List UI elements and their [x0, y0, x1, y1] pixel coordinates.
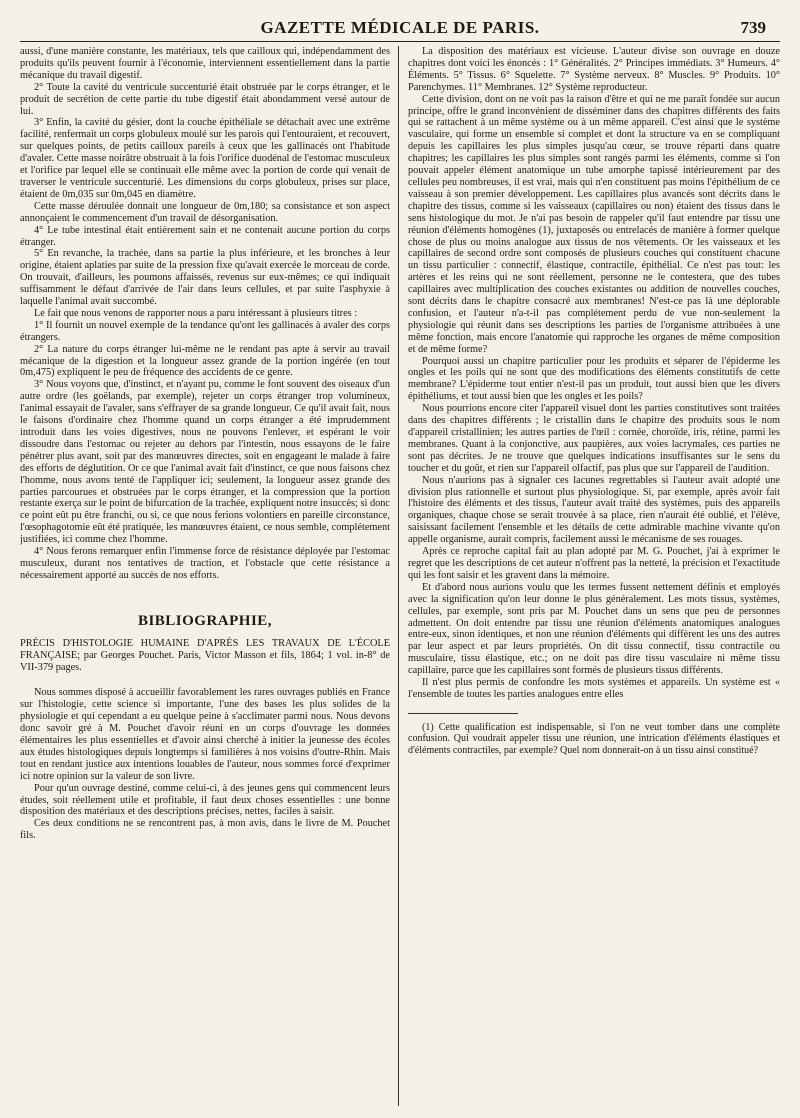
paragraph: 3° Nous voyons que, d'instinct, et n'ayant pu, comme le font souvent des oiseaux d'un autre ordre (les goëlands, par exemple), rejeter un corps étranger trop volumineux, l'animal essayait de l'avaler, sans s'effrayer de sa grande longueur. Ce qu'il avait fait, nous le faisons d'ordinaire chez l'homme quand un corps étranger a été imprudemment introduit dans les voies digestives, nous ne pouvons l'enlever, et espérant le voir dissoudre dans l'estomac ou rejeter au dehors par l'intestin, nous essayons de le faire pénétrer plus avant, soit par des manœuvres directes, soit en engageant le malade à faire des efforts de déglutition. Or ce que l'animal avait fait d'instinct, ce que nous faisons chez l'homme, nous avons tenté de l'appliquer ici; seulement, la longueur assez grande des parties parcourues et obstruées par le corps étranger, et la compression que la portion restante exerça sur le point de bifurcation de la trachée, expliquent notre insuccès; si donc ce point eût pu être franchi, ou si, ce que nous ferions volontiers en pareille circonstance, l'œsophagotomie eût été pratiquée, les manœuvres étaient, ce nous semble, complétement justifiées, ici comme chez l'homme.: [20, 379, 390, 546]
paragraph: Pour qu'un ouvrage destiné, comme celui-ci, à des jeunes gens qui commencent leurs études, soit réellement utile et profitable, il faut deux choses essentielles : une bonne disposition des matériaux et des descriptions précises, nettes, faciles à saisir.: [20, 782, 390, 818]
footnote: (1) Cette qualification est indispensable, si l'on ne veut tomber dans une complète confusion. Qui voudrait appeler tissu une réunion, une intrication d'éléments élastiques et d'éléments contractiles, par exemple? Quel nom donnerait-on à un tissu ainsi constitué?: [408, 721, 780, 757]
header-rule: [20, 41, 780, 42]
page-number: 739: [740, 18, 766, 37]
paragraph: Ces deux conditions ne se rencontrent pas, à mon avis, dans le livre de M. Pouchet fils.: [20, 818, 390, 842]
paragraph: 2° La nature du corps étranger lui-même ne le rendant pas apte à servir au travail mécanique de la digestion et la longueur assez grande de la portion ingérée (en tout 0m,475) expliquent le peu de fréquence des accidents de ce genre.: [20, 343, 390, 379]
paragraph: 5° En revanche, la trachée, dans sa partie la plus inférieure, et les bronches à leur origine, étaient aplaties par suite de la pression fixe qu'avait exercée le morceau de corde. On trouvait, d'ailleurs, les poumons affaissés, revenus sur eux-mêmes; ce qui indiquait suffisamment le défaut d'arrivée de l'air dans leurs cellules, et par suite l'asphyxie à laquelle l'animal avait succombé.: [20, 248, 390, 308]
bibliography-entry: PRÉCIS D'HISTOLOGIE HUMAINE D'APRÈS LES TRAVAUX DE L'ÉCOLE FRANÇAISE; par Georges Pouchet. Paris, Victor Masson et fils, 1864; 1 vol. in-8° de VII-379 pages.: [20, 637, 390, 673]
paragraph: 3° Enfin, la cavité du gésier, dont la couche épithéliale se détachait avec une extrême facilité, renfermait un corps globuleux moulé sur les parois qui l'entouraient, et recouvert, sur quelques points, de petits cailloux pareils à ceux que les gallinacés ont l'habitude d'avaler. Cette masse noirâtre obstruait à la fois l'orifice duodénal de l'estomac musculeux et l'orifice par lequel elle se continuait elle même avec la portion de corde qui venait de traverser le ventricule succenturié. Les dimensions du corps globuleux, prises sur place, étaient de 0m,035 sur 0m,045 en diamètre.: [20, 117, 390, 200]
paragraph: Cette division, dont on ne voit pas la raison d'être et qui ne me paraît fondée sur aucun principe, offre le grand inconvénient de disséminer dans des chapitres différents des faits qui se rattachent à un même système ou à un même appareil. C'est ainsi que le système vasculaire, qui forme un ensemble si complet et dont la structure va en se compliquant depuis les capillaires les plus simples jusqu'au cœur, se trouve réparti dans quatre chapitres; les capillaires les plus simples sont rangés parmi les éléments, comme si l'on pouvait appeler élément anatomique un tube amorphe tapissé intérieurement par des cellules peu nombreuses, il est vrai, mais qui n'en constituent pas moins l'épithélium de ce vaisseau à son premier développement. Les capillaires plus avancés sont décrits dans le chapitre des tissus, comme si les vaisseaux (capillaires ou non) étaient des tissus dans le sens histologique du mot. Je n'ai pas besoin de rappeler qu'il faut entendre par tissu une réunion d'éléments homogènes (1), juxtaposés ou entrelacés de manière à former quelque chose de plus ou moins analogue aux tissus de nos vêtements. Or les vaisseaux et les capillaires de second ordre sont composés de plusieurs couches qui constituent chacune un tissu particulier : connectif, élastique, contractile, épithélial. Ce n'est pas tout: les artères et les reins qui ne sont réellement, personne ne le contestera, que des tubes capillaires avec multiplication des couches existantes ou addition de nouvelles couches, sont décrits dans le chapitre consacré aux membranes! N'est-ce pas là une déplorable confusion, et l'auteur n'a-t-il pas complétement perdu de vue non-seulement la physiologie qui réunit dans ses descriptions les parties de l'organisme attribuées à une même fonction, mais encore l'anatomie qui rapproche les organes de même composition et de même forme?: [408, 93, 780, 355]
section-title: BIBLIOGRAPHIE,: [137, 612, 273, 629]
paragraph: Il n'est plus permis de confondre les mots systèmes et appareils. Un système est « l'ensemble de toutes les parties analogues entre elles: [408, 677, 780, 700]
right-column: [408, 46, 780, 1111]
column-divider: [398, 46, 399, 1106]
paragraph: Nous n'aurions pas à signaler ces lacunes regrettables si l'auteur avait adopté une division plus rationnelle et surtout plus physiologique. Si, par exemple, après avoir fait l'histoire des éléments et des tissus, l'auteur avait traité des systèmes, puis des appareils organiques, chaque chose se serait trouvée à sa place, rien n'aurait été oublié, et l'élève, saisissant facilement l'ensemble et les détails de cette admirable machine vivante qu'on appelle organisme, aurait compris, facilement aussi le mécanisme de ses rouages.: [408, 474, 780, 546]
paragraph: 4° Nous ferons remarquer enfin l'immense force de résistance déployée par l'estomac musculeux, durant nos tentatives de traction, et l'obstacle que cette résistance a nécessairement apporté au succès de nos efforts.: [20, 546, 390, 581]
journal-title: GAZETTE MÉDICALE DE PARIS.: [260, 18, 540, 37]
paragraph: La disposition des matériaux est vicieuse. L'auteur divise son ouvrage en douze chapitres dont voici les énoncés : 1° Généralités. 2° Principes immédiats. 3° Humeurs. 4° Éléments. 5° Tissus. 6° Squelette. 7° Système nerveux. 8° Muscles. 9° Produits. 10° Parenchymes. 11° Membranes. 12° Système reproducteur.: [408, 46, 780, 93]
paragraph: 1° Il fournit un nouvel exemple de la tendance qu'ont les gallinacés à avaler des corps étrangers.: [20, 319, 390, 343]
left-column: [20, 46, 390, 1111]
paragraph: Et d'abord nous aurions voulu que les termes fussent nettement définis et employés avec la signification qu'on leur donne le plus généralement. Les mots tissus, systèmes, cellules, par exemple, sont pris par M. Pouchet dans un sens que peu de personnes admettent. On doit entendre par tissu une réunion d'éléments anatomiques analogues entre-eux, sinon identiques, et non une réunion d'éléments qui diffèrent les uns des autres par leur aspect et par leurs propriétés. On dit tissu connectif, tissu contractile ou musculaire, tissu élastique, etc.; on ne doit pas dire tissu vasculaire ni même tissu capillaire, parce que les capillaires sont formés de plusieurs tissus différents.: [408, 581, 780, 677]
paragraph: Cette masse déroulée donnait une longueur de 0m,180; sa consistance et son aspect annonçaient le commencement d'un travail de désorganisation.: [20, 200, 390, 224]
paragraph: Pourquoi aussi un chapitre particulier pour les produits et séparer de l'épiderme les ongles et les poils qui ne sont que des modifications des éléments constitutifs de cette membrane? L'épiderme tout entier n'est-il pas un produit, tout aussi bien que les divers épithéliums, et tout aussi bien que les ongles et les poils?: [408, 355, 780, 403]
paragraph: Après ce reproche capital fait au plan adopté par M. G. Pouchet, j'ai à exprimer le regret que les descriptions de cet auteur n'offrent pas la netteté, la précision et l'exactitude qui les font saisir et les gravent dans la mémoire.: [408, 546, 780, 581]
paragraph: 4° Le tube intestinal était entièrement sain et ne contenait aucune portion du corps étranger.: [20, 224, 390, 248]
paragraph: Le fait que nous venons de rapporter nous a paru intéressant à plusieurs titres :: [34, 307, 358, 319]
paragraph: 2° Toute la cavité du ventricule succenturié était obstruée par le corps étranger, et le produit de secrétion de cette partie du tube digestif était abondamment versé autour de lui.: [20, 81, 390, 117]
paragraph: Nous pourrions encore citer l'appareil visuel dont les parties constitutives sont traitées dans des chapitres différents ; le cristallin dans le chapitre des produits sous le nom d'appareil cristallinien; les autres parties de l'œil : cornée, choroïde, iris, rétine, parmi les membranes. Quant à la conjonctive, aux paupières, aux voies lacrymales, ces parties ne sont pas décrites. Je ne trouve que quelques indications insuffisantes sur le sens du toucher et du goût, et rien sur l'appareil olfactif, pas plus que sur l'appareil de l'audition.: [408, 403, 780, 474]
page-header: [0, 0, 800, 40]
paragraph: aussi, d'une manière constante, les matériaux, tels que cailloux qui, indépendamment des produits qu'ils peuvent fournir à l'économie, interviennent essentiellement dans la partie mécanique du travail digestif.: [20, 46, 390, 81]
footnote-rule: [408, 713, 518, 714]
paragraph: Nous sommes disposé à accueillir favorablement les rares ouvrages publiés en France sur l'histologie, cette science si importante, l'une des bases les plus solides de la physiologie et qui cependant a eu quelque peine à s'acclimater parmi nous. Nous devons donc savoir gré à M. Pouchet d'avoir réuni en un corps d'ouvrage les données élémentaires les plus essentielles et d'avoir ainsi cherché à initier la jeunesse des écoles aux études histologiques depuis longtemps si familières à nos voisins d'outre-Rhin. Mais tout en rendant justice aux intentions louables de l'auteur, nous sommes forcé d'exprimer ici notre opinion sur la valeur de son livre.: [20, 687, 390, 782]
